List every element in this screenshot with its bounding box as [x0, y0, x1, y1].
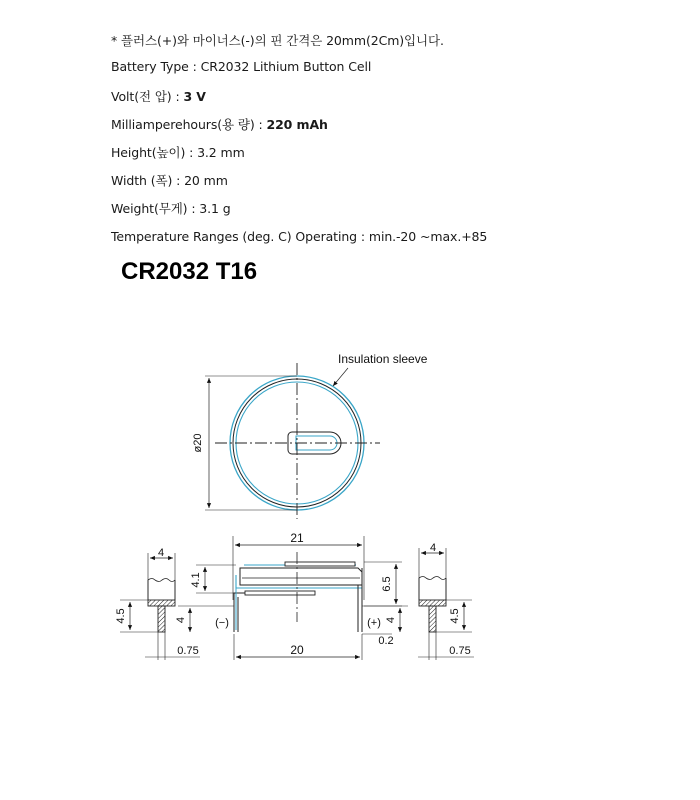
plus-label: (+) [367, 617, 381, 629]
left-pin-width-label: 4 [157, 547, 165, 559]
right-pin-length-label: 4 [385, 616, 397, 624]
spec-capacity-value: 220 mAh [266, 117, 328, 132]
bottom-tab [245, 591, 315, 595]
spec-note: * 플러스(+)와 마이너스(-)의 핀 간격은 20mm(2Cm)입니다. [111, 33, 444, 48]
right-height-label: 4.5 [449, 608, 461, 624]
spec-volt-label: Volt(전 압) : [111, 89, 184, 104]
top-view [192, 352, 428, 519]
spec-temperature: Temperature Ranges (deg. C) Operating : min.-20 ~max.+85 [111, 229, 488, 244]
top-tab [285, 562, 355, 566]
body-height-label: 4.1 [190, 572, 202, 588]
spec-capacity [111, 115, 328, 133]
callout-leader [333, 368, 348, 386]
right-body-height-label: 6.5 [381, 576, 393, 592]
right-pin-leg [429, 606, 436, 632]
cell-body-top [240, 568, 362, 585]
spec-battery-type: Battery Type : CR2032 Lithium Button Cell [111, 59, 372, 74]
right-pin-detail [418, 542, 474, 660]
rp-wavy-top [419, 577, 446, 580]
right-pin-thickness-label: 0.75 [449, 645, 471, 657]
spec-volt-value: 3 V [183, 89, 206, 104]
insulation-sleeve-callout: Insulation sleeve [338, 352, 428, 366]
left-pin-length-label: 4 [175, 616, 187, 624]
spec-width: Width (폭) : 20 mm [111, 173, 228, 188]
spec-weight: Weight(무게) : 3.1 g [111, 201, 231, 216]
spec-height: Height(높이) : 3.2 mm [111, 145, 245, 160]
left-pin-base [148, 600, 175, 606]
left-height-label: 4.5 [115, 608, 127, 624]
pin-offset-label: 0.2 [378, 635, 394, 647]
left-pin-leg [158, 606, 165, 632]
pin-spacing-label: 20 [290, 643, 304, 657]
left-pin-detail [115, 547, 200, 660]
minus-label: (−) [215, 617, 229, 629]
lp-wavy-top [148, 579, 175, 582]
left-pin-thickness-label: 0.75 [177, 645, 199, 657]
spec-capacity-label: Milliamperehours(용 량) : [111, 117, 267, 132]
technical-drawing [100, 340, 500, 670]
top-width-label: 21 [290, 531, 304, 545]
product-title: CR2032 T16 [121, 258, 258, 285]
diameter-label: ø20 [192, 433, 204, 453]
spec-volt [111, 87, 206, 105]
side-view [175, 531, 408, 660]
right-pin-width-label: 4 [429, 542, 437, 554]
right-pin-base [419, 600, 446, 606]
